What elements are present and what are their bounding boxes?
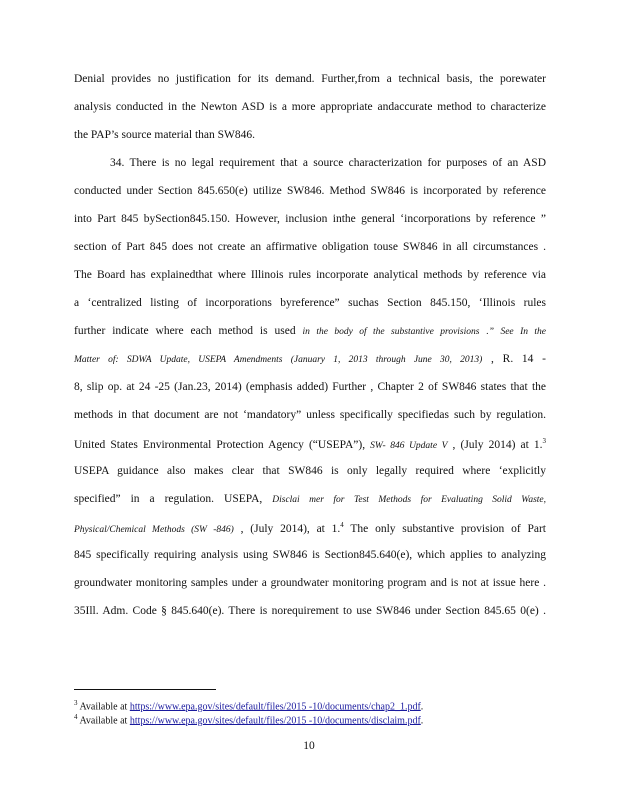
footnote-3 — [74, 699, 423, 712]
body-line-mixed — [74, 437, 546, 451]
text-segment: specified” in a regulation. USEPA, — [74, 493, 263, 505]
footnote-ref: 3 — [542, 437, 547, 445]
paragraph-34-start: 34. There is no legal requirement that a source characterization for purposes of an ASD — [110, 157, 546, 169]
body-line: conducted under Section 845.650(e) utilize SW846. Method SW846 is incorporated by reference — [74, 185, 546, 197]
italic-text: in the body of the substantive provisions — [302, 327, 480, 337]
text-segment: United States Environmental Protection Agency (“USEPA”), — [74, 438, 366, 451]
body-line: The Board has explainedthat where Illinois rules incorporate analytical methods by reference via — [74, 269, 546, 281]
page-number: 10 — [303, 740, 315, 752]
footnote-number: 3 — [74, 699, 78, 707]
body-line: 845 specifically requiring analysis using SW846 is Section845.640(e), which applies to analyzing — [74, 549, 546, 561]
italic-text: .” See In the — [486, 327, 547, 337]
footnote-suffix: . — [420, 701, 424, 713]
citation-line — [74, 521, 546, 535]
body-line: section of Part 845 does not create an affirmative obligation touse SW846 in all circumstances . — [74, 241, 546, 253]
body-line: the PAP’s source material than SW846. — [74, 129, 255, 141]
footnote-prefix: Available at — [79, 715, 128, 727]
italic-text: SW- 846 Update V — [370, 440, 448, 451]
footnote-divider — [74, 689, 216, 690]
footnote-link[interactable]: https://www.epa.gov/sites/default/files/2015 -10/documents/chap2_1.pdf — [129, 701, 421, 713]
footnote-suffix: . — [420, 715, 424, 727]
body-line: analysis conducted in the Newton ASD is a more appropriate andaccurate method to characterize — [74, 101, 546, 113]
citation-line — [74, 353, 546, 365]
body-line: into Part 845 bySection845.150. However, inclusion inthe general ‘incorporations by reference ” — [74, 213, 546, 225]
text-segment: , (July 2014), at 1. — [240, 522, 341, 535]
body-line: 8, slip op. at 24 -25 (Jan.23, 2014) (emphasis added) Further , Chapter 2 of SW846 states that the — [74, 381, 546, 393]
body-line: methods in that document are not ‘mandatory” unless specifically specifiedas such by regulation. — [74, 409, 546, 421]
text-segment: , R. 14 - — [491, 353, 547, 365]
body-line: Denial provides no justification for its demand. Further,from a technical basis, the porewater — [74, 73, 546, 85]
body-line: groundwater monitoring samples under a groundwater monitoring program and is not at issue here . — [74, 577, 546, 589]
body-line-mixed — [74, 493, 546, 505]
footnote-prefix: Available at — [79, 701, 128, 713]
body-line: 35Ill. Adm. Code § 845.640(e). There is norequirement to use SW846 under Section 845.65 0(e) . — [74, 605, 546, 617]
footnote-ref: 4 — [340, 521, 344, 529]
footnote-number: 4 — [74, 713, 78, 721]
body-line-mixed — [74, 325, 546, 337]
body-line: a ‘centralized listing of incorporations byreference” suchas Section 845.150, ‘Illinois rules — [74, 297, 546, 309]
footnote-link[interactable]: https://www.epa.gov/sites/default/files/2015 -10/documents/disclaim.pdf — [129, 715, 421, 727]
italic-text: Physical/Chemical Methods (SW -846) — [74, 524, 234, 535]
footnote-4 — [74, 713, 423, 726]
italic-text: Matter of: SDWA Update, USEPA Amendments (January 1, 2013 through June 30, 2013) — [74, 355, 483, 365]
text-segment: , (July 2014) at 1. — [452, 438, 543, 451]
text-segment: further indicate where each method is used — [74, 325, 296, 337]
body-line: USEPA guidance also makes clear that SW846 is only legally required where ‘explicitly — [74, 465, 546, 477]
text-segment: The only substantive provision of Part — [350, 522, 546, 535]
italic-text: Disclai mer for Test Methods for Evaluating Solid Waste, — [272, 495, 546, 505]
